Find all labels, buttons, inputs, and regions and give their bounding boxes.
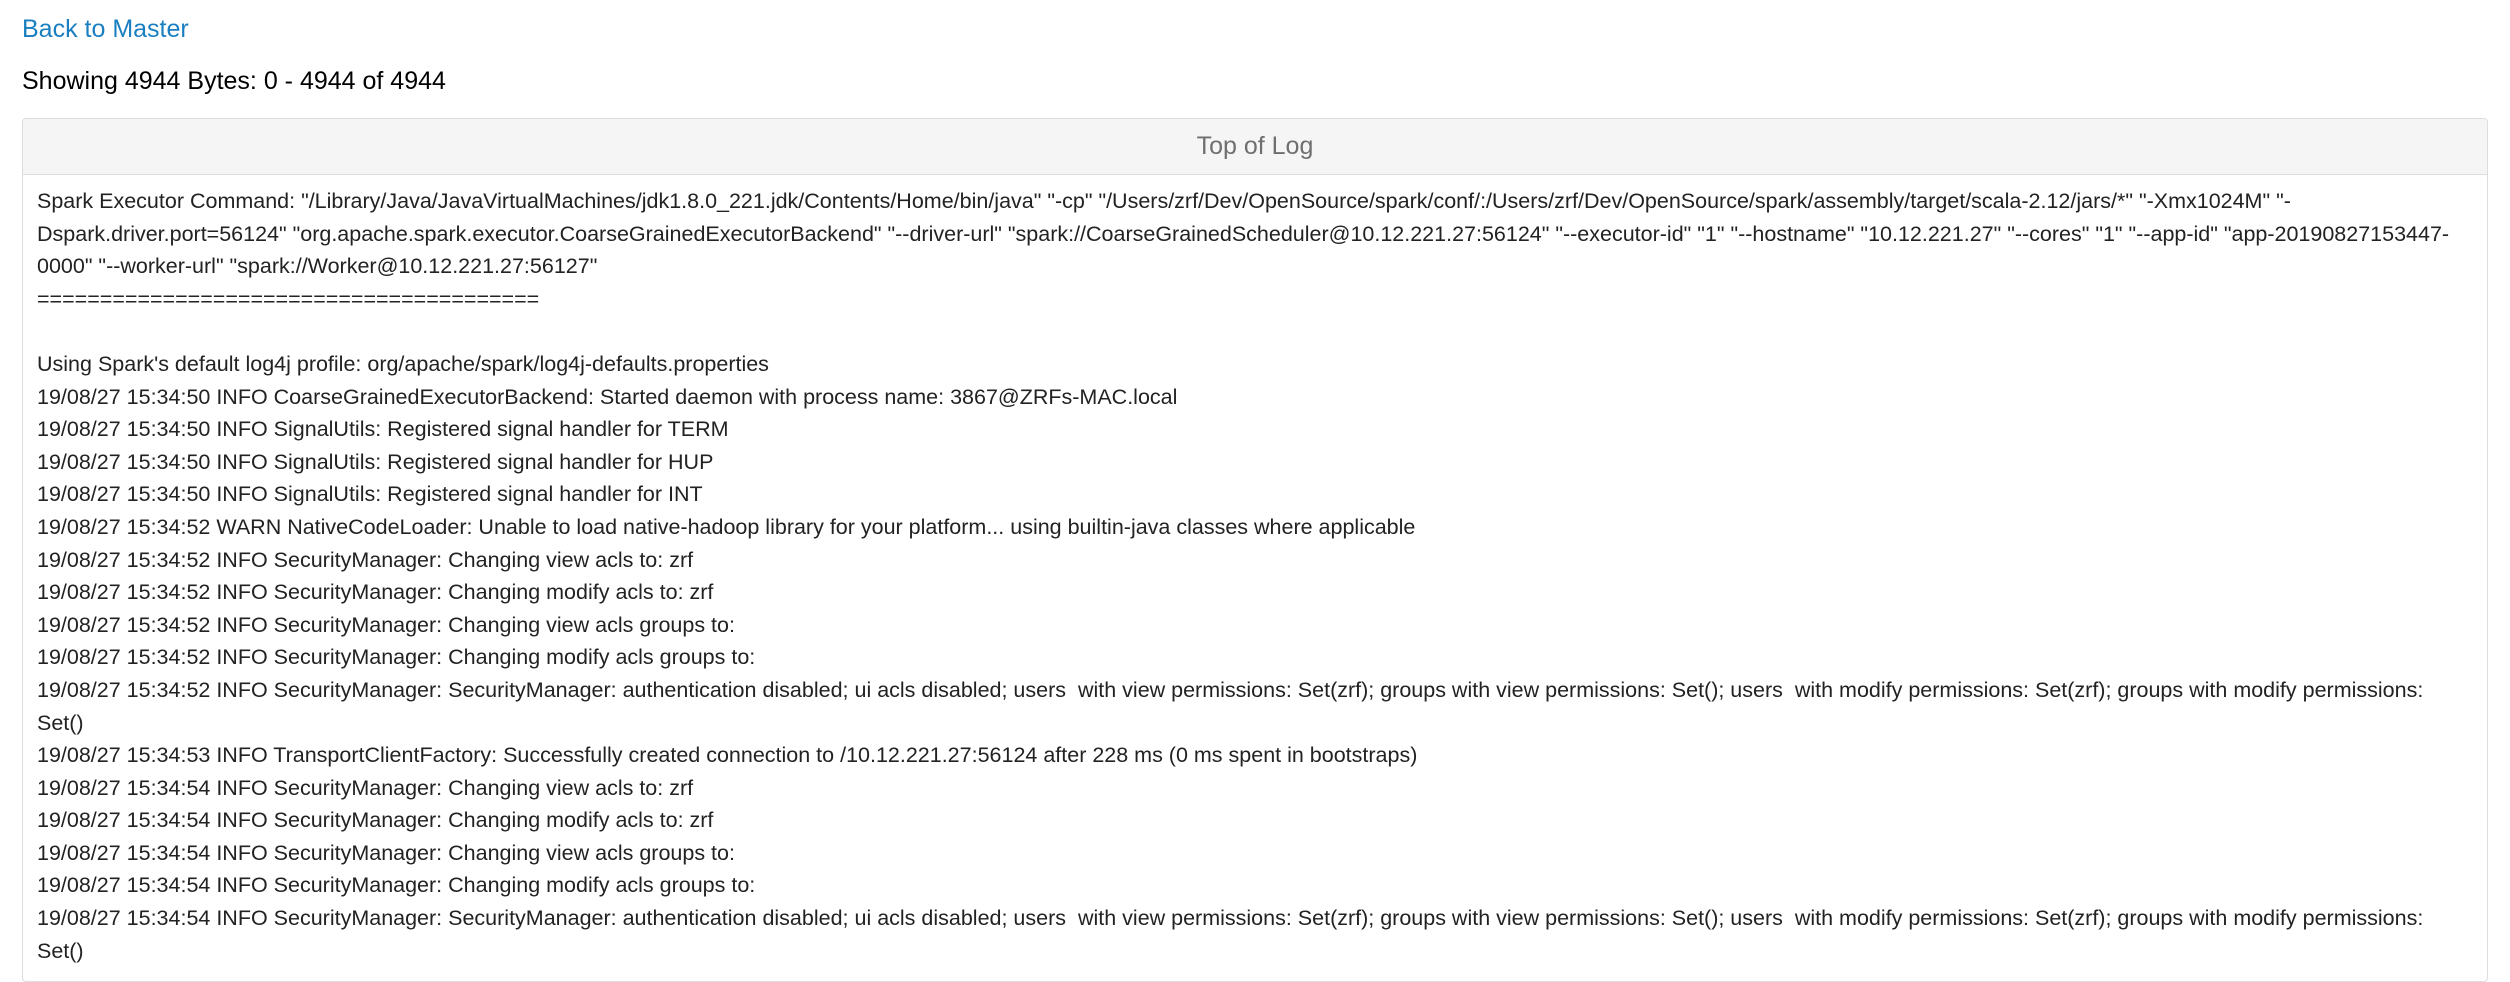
back-to-master-link[interactable]: Back to Master bbox=[22, 15, 189, 43]
log-line: 19/08/27 15:34:54 INFO SecurityManager: Changing view acls to: zrf bbox=[37, 775, 694, 800]
log-line: ======================================== bbox=[37, 286, 540, 311]
log-line: 19/08/27 15:34:53 INFO TransportClientFactory: Successfully created connection to /10.12.221.27:56124 after 228 ms (0 ms spent in bootstraps) bbox=[37, 743, 1418, 768]
log-line: 19/08/27 15:34:50 INFO SignalUtils: Registered signal handler for HUP bbox=[37, 449, 714, 474]
log-line: 19/08/27 15:34:54 INFO SecurityManager: SecurityManager: authentication disabled; ui acls disabled; users with view permissions: Set(zrf); groups with view permissions: Set(); users with modify permissions: Set(zrf); groups with modify permissions: Set() bbox=[37, 906, 2430, 963]
log-line: 19/08/27 15:34:54 INFO SecurityManager: Changing modify acls to: zrf bbox=[37, 808, 714, 833]
log-line: 19/08/27 15:34:54 INFO SecurityManager: Changing modify acls groups to: bbox=[37, 873, 756, 898]
log-line: 19/08/27 15:34:54 INFO SecurityManager: Changing view acls groups to: bbox=[37, 840, 735, 865]
log-line: Using Spark's default log4j profile: org/apache/spark/log4j-defaults.properties bbox=[37, 351, 769, 376]
log-line: 19/08/27 15:34:52 WARN NativeCodeLoader: Unable to load native-hadoop library for your platform... using builtin-java classes where applicable bbox=[37, 514, 1416, 539]
showing-bytes-status: Showing 4944 Bytes: 0 - 4944 of 4944 bbox=[22, 67, 446, 95]
log-panel bbox=[22, 118, 2488, 982]
log-line: 19/08/27 15:34:52 INFO SecurityManager: Changing view acls groups to: bbox=[37, 612, 735, 637]
log-panel-header: Top of Log bbox=[23, 119, 2487, 175]
log-line: 19/08/27 15:34:52 INFO SecurityManager: Changing modify acls groups to: bbox=[37, 645, 756, 670]
log-line: Spark Executor Command: "/Library/Java/JavaVirtualMachines/jdk1.8.0_221.jdk/Contents/Home/bin/java" "-cp" "/Users/zrf/Dev/OpenSource/spark/conf/:/Users/zrf/Dev/OpenSource/spark/assembly/target/scala-2.12/jars/*" "-Xmx1024M" "-Dspark.driver.port=56124" "org.apache.spark.executor.CoarseGrainedExecutorBackend" "--driver-url" "spark://CoarseGrainedScheduler@10.12.221.27:56124" "--executor-id" "1" "--hostname" "10.12.221.27" "--cores" "1" "--app-id" "app-20190827153447-0000" "--worker-url" "spark://Worker@10.12.221.27:56127" bbox=[37, 189, 2450, 279]
log-line bbox=[37, 315, 2473, 348]
log-line: 19/08/27 15:34:50 INFO SignalUtils: Registered signal handler for INT bbox=[37, 482, 703, 507]
log-line: 19/08/27 15:34:52 INFO SecurityManager: Changing view acls to: zrf bbox=[37, 547, 694, 572]
log-line: 19/08/27 15:34:50 INFO CoarseGrainedExecutorBackend: Started daemon with process name: 3867@ZRFs-MAC.local bbox=[37, 384, 1178, 409]
log-content bbox=[23, 175, 2487, 981]
log-line: 19/08/27 15:34:52 INFO SecurityManager: SecurityManager: authentication disabled; ui acls disabled; users with view permissions: Set(zrf); groups with view permissions: Set(); users with modify permissions: Set(zrf); groups with modify permissions: Set() bbox=[37, 677, 2430, 735]
log-line: 19/08/27 15:34:50 INFO SignalUtils: Registered signal handler for TERM bbox=[37, 417, 729, 442]
log-line: 19/08/27 15:34:52 INFO SecurityManager: Changing modify acls to: zrf bbox=[37, 580, 714, 605]
